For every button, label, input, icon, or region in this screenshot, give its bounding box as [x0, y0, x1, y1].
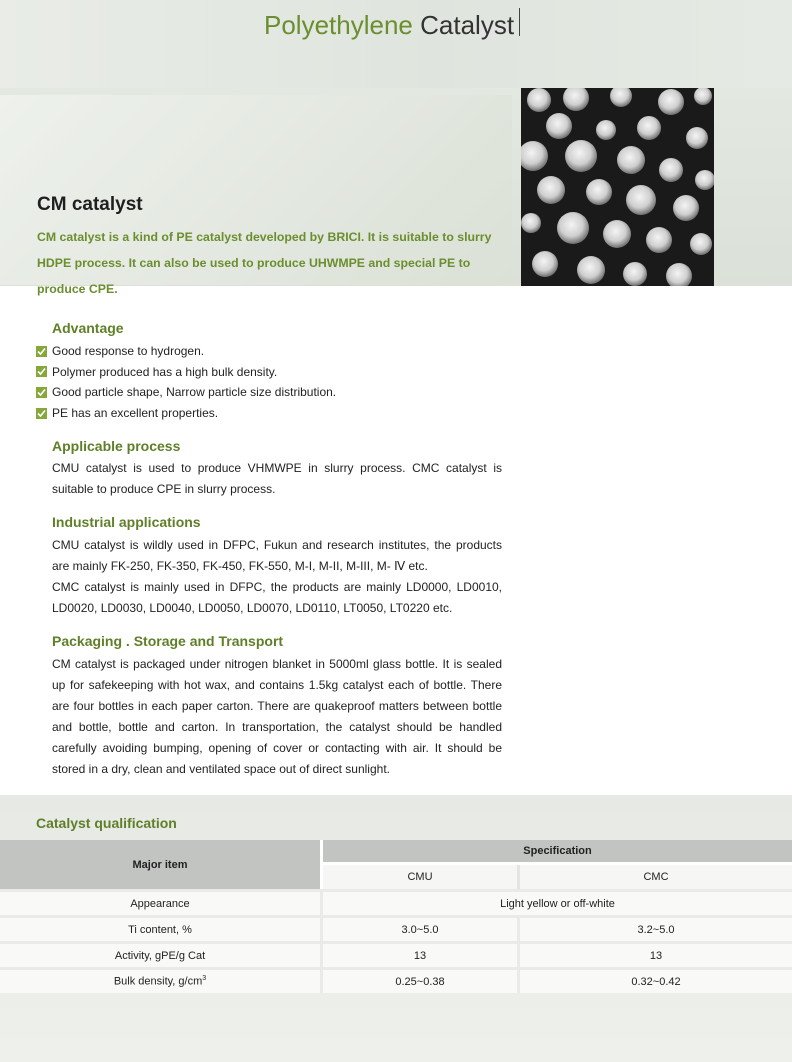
catalyst-micrograph-image	[521, 88, 714, 286]
list-item	[36, 362, 336, 383]
row-item-superscript: 3	[202, 975, 207, 983]
row-value-cmu: 3.0~5.0	[323, 915, 520, 941]
row-value-cmc: 3.2~5.0	[520, 915, 792, 941]
advantage-heading: Advantage	[52, 320, 124, 336]
header-cmu: CMU	[323, 865, 520, 889]
qualification-heading: Catalyst qualification	[36, 815, 177, 831]
checkbox-checked-icon	[36, 408, 47, 419]
checkbox-checked-icon	[36, 346, 47, 357]
industrial-applications-text-cmc: CMC catalyst is mainly used in DFPC, the products are mainly LD0000, LD0010, LD0020, LD0030, LD0040, LD0050, LD0070, LD0110, LT0050, LT0220 etc.	[52, 580, 502, 615]
title-part2: Catalyst	[420, 10, 515, 40]
list-item	[36, 382, 336, 403]
row-item: Appearance	[0, 889, 323, 915]
row-value-merged: Light yellow or off-white	[323, 889, 792, 915]
advantage-item-text: PE has an excellent properties.	[52, 406, 219, 421]
row-item-text: Bulk density, g/cm	[113, 975, 203, 988]
packaging-text: CM catalyst is packaged under nitrogen blanket in 5000ml glass bottle. It is sealed up for safekeeping with hot wax, and contains 1.5kg catalyst each of bottle. There are four bottles in each paper carton. There are quakeproof matters between bottle and bottle, bottle and carton. In transportation, the catalyst should be handled carefully avoiding bumping, opening of cover or contacting with air. It should be stored in a dry, clean and ventilated space out of direct sunlight.	[52, 657, 502, 776]
header-specification: Specification	[323, 840, 792, 865]
advantage-item-text: Good response to hydrogen.	[52, 344, 205, 359]
row-value-cmu: 0.25~0.38	[323, 967, 520, 993]
industrial-applications-heading: Industrial applications	[52, 514, 201, 530]
advantage-item-text: Polymer produced has a high bulk density.	[52, 364, 278, 379]
qualification-table	[0, 840, 792, 993]
title-part1: Polyethylene	[264, 10, 413, 40]
intro-description: CM catalyst is a kind of PE catalyst developed by BRICI. It is suitable to slurry HDPE process. It can also be used to produce UHWMPE and special PE to produce CPE.	[37, 230, 492, 296]
list-item	[36, 403, 336, 424]
table-row	[0, 941, 792, 967]
advantage-item-text: Good particle shape, Narrow particle size distribution.	[52, 385, 337, 400]
title-divider	[519, 8, 520, 36]
intro-heading: CM catalyst	[37, 194, 143, 215]
row-value-cmu: 13	[323, 941, 520, 967]
page-title	[264, 9, 514, 41]
header-cmc: CMC	[520, 865, 792, 889]
list-item	[36, 341, 336, 362]
checkbox-checked-icon	[36, 387, 47, 398]
table-row	[0, 889, 792, 915]
table-row	[0, 967, 792, 993]
row-item: Activity, gPE/g Cat	[0, 941, 323, 967]
row-item: Ti content, %	[0, 915, 323, 941]
applicable-process-heading: Applicable process	[52, 438, 181, 454]
industrial-applications-text-cmu: CMU catalyst is wildly used in DFPC, Fukun and research institutes, the products are mainly FK-250, FK-350, FK-450, FK-550, M-I, M-II, M-III, M- Ⅳ etc.	[52, 538, 502, 573]
row-value-cmc: 0.32~0.42	[520, 967, 792, 993]
checkbox-checked-icon	[36, 366, 47, 377]
packaging-heading: Packaging . Storage and Transport	[52, 633, 284, 649]
row-item	[0, 967, 323, 993]
applicable-process-text: CMU catalyst is used to produce VHMWPE in slurry process. CMC catalyst is suitable to produce CPE in slurry process.	[52, 461, 502, 496]
header-major-item: Major item	[0, 840, 323, 889]
advantage-list	[36, 341, 336, 423]
table-row	[0, 915, 792, 941]
row-value-cmc: 13	[520, 941, 792, 967]
